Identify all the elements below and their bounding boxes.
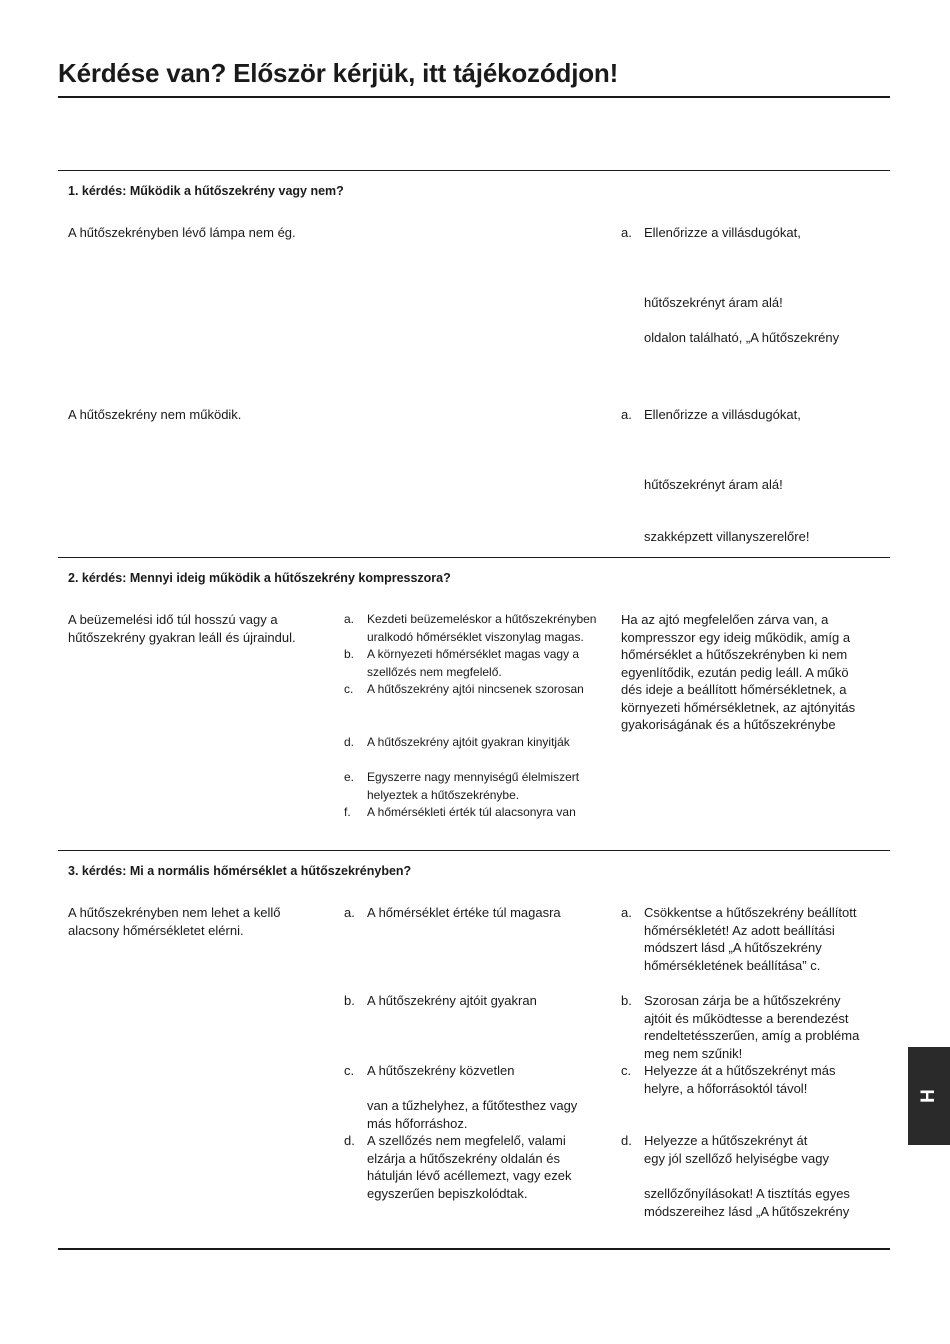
q2-cause-text: Kezdeti beüzemeléskor a hűtőszekrényben uralkodó hőmérséklet viszonylag magas.: [367, 612, 597, 644]
q3-problem: A hűtőszekrényben nem lehet a kellő alacsony hőmérsékletet elérni.: [68, 905, 281, 938]
q2-solution: Ha az ajtó megfelelően zárva van, a kompresszor egy ideig működik, amíg a hőmérséklet a hűtőszekrényben ki nem egyenlítődik, ezután pedig leáll. A műkö dés ideje a beállított hőmérsékletnek, a környezeti hőmérsékletnek, az ajtónyitás gyakoriságának és a hűtőszekrénybe: [621, 612, 856, 732]
q3-cause-label: c.: [344, 1063, 355, 1078]
bottom-rule: [58, 1248, 890, 1250]
title-rule: [58, 96, 890, 98]
q3-solution-text: Helyezze át a hűtőszekrényt más helyre, a hőforrásoktól távol!: [644, 1063, 836, 1096]
q3-solution-text: Helyezze a hűtőszekrényt át egy jól szellőző helyiségbe vagy: [644, 1133, 829, 1166]
q1-r2-problem: A hűtőszekrény nem működik.: [68, 407, 242, 422]
q3-cause-text: A hűtőszekrény közvetlen: [367, 1063, 515, 1078]
q1-r1-solution-label-a: a.: [621, 225, 632, 240]
q2-cause-label: d.: [344, 735, 355, 749]
q2-top-rule: [58, 557, 890, 558]
side-tab-letter: H: [918, 1089, 939, 1103]
q3-cause-text: A szellőzés nem megfelelő, valami elzárja a hűtőszekrény oldalán és hátulján lévő acéllemezt, vagy ezek egyszerűen bepiszkolódtak.: [367, 1133, 572, 1201]
q3-cause-continuation: van a tűzhelyhez, a fűtőtesthez vagy más hőforráshoz.: [367, 1098, 578, 1131]
q3-cause-text: A hőmérséklet értéke túl magasra: [367, 905, 561, 920]
q2-cause-text: A hőmérsékleti érték túl alacsonyra van: [367, 805, 576, 819]
q2-cause-text: A környezeti hőmérséklet magas vagy a szellőzés nem megfelelő.: [367, 647, 580, 679]
q3-solution-text: Szorosan zárja be a hűtőszekrény ajtóit és működtesse a berendezést rendeltetésszerűen, amíg a probléma meg nem szűnik!: [644, 993, 860, 1061]
q2-cause-label: b.: [344, 647, 355, 661]
q2-cause-label: a.: [344, 612, 355, 626]
q3-solution-label: c.: [621, 1063, 632, 1078]
q3-top-rule: [58, 850, 890, 851]
q3-cause-label: a.: [344, 905, 355, 920]
q3-cause-text: A hűtőszekrény ajtóit gyakran: [367, 993, 537, 1008]
q3-solution-text: Csökkentse a hűtőszekrény beállított hőmérsékletét! Az adott beállítási módszert lásd „A hűtőszekrény hőmérsékletének beállítása” c.: [644, 905, 857, 973]
q1-r2-solution-label-a: a.: [621, 407, 632, 422]
q2-cause-text: A hűtőszekrény ajtóit gyakran kinyitják: [367, 735, 570, 749]
q1-r2-solution-line-3: szakképzett villanyszerelőre!: [644, 529, 810, 544]
language-side-tab: [908, 1047, 950, 1145]
q3-solution-continuation: szellőzőnyílásokat! A tisztítás egyes módszereihez lásd „A hűtőszekrény: [644, 1186, 850, 1219]
q1-top-rule: [58, 170, 890, 171]
q2-cause-text: A hűtőszekrény ajtói nincsenek szorosan: [367, 682, 584, 696]
q1-r2-solution-a: Ellenőrizze a villásdugókat,: [644, 407, 801, 422]
q2-heading: 2. kérdés: Mennyi ideig működik a hűtőszekrény kompresszora?: [68, 571, 451, 585]
q2-cause-label: c.: [344, 682, 354, 696]
q3-heading: 3. kérdés: Mi a normális hőmérséklet a hűtőszekrényben?: [68, 864, 412, 878]
q1-r1-solution-a: Ellenőrizze a villásdugókat,: [644, 225, 801, 240]
q1-r1-solution-line-2: hűtőszekrényt áram alá!: [644, 295, 783, 310]
q3-cause-label: b.: [344, 993, 355, 1008]
q2-problem: A beüzemelési idő túl hosszú vagy a hűtőszekrény gyakran leáll és újraindul.: [68, 612, 296, 645]
q2-cause-label: e.: [344, 770, 355, 784]
q3-cause-label: d.: [344, 1133, 355, 1148]
q1-r2-solution-line-2: hűtőszekrényt áram alá!: [644, 477, 783, 492]
q1-r1-problem: A hűtőszekrényben lévő lámpa nem ég.: [68, 225, 296, 240]
q2-cause-text: Egyszerre nagy mennyiségű élelmiszert helyeztek a hűtőszekrénybe.: [367, 770, 580, 802]
q3-solution-label: a.: [621, 905, 632, 920]
page-title: Kérdése van? Először kérjük, itt tájékozódjon!: [58, 58, 619, 88]
q3-solution-label: b.: [621, 993, 632, 1008]
q1-r1-solution-line-3: oldalon található, „A hűtőszekrény: [644, 330, 840, 345]
q3-solution-label: d.: [621, 1133, 632, 1148]
q2-cause-label: f.: [344, 805, 351, 819]
q1-heading: 1. kérdés: Működik a hűtőszekrény vagy nem?: [68, 184, 344, 198]
